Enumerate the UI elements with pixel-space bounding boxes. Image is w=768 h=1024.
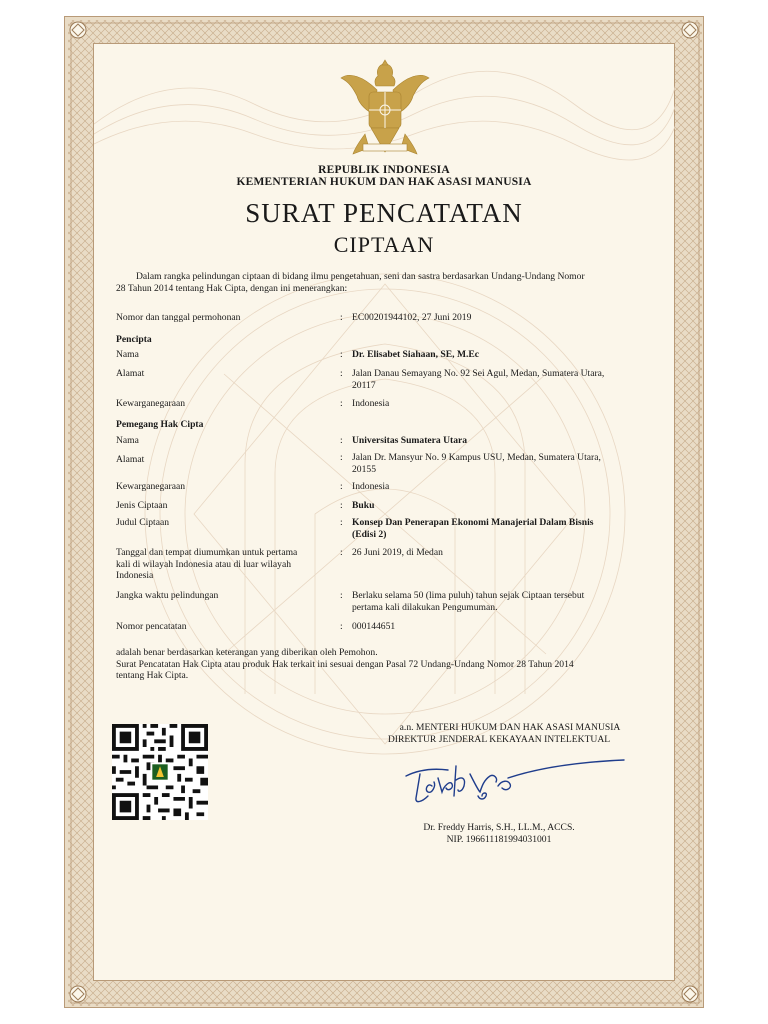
colon: : <box>340 435 343 446</box>
colon: : <box>340 517 343 528</box>
colon: : <box>340 500 343 511</box>
qr-code[interactable] <box>112 724 208 820</box>
garuda-emblem-icon <box>339 56 431 158</box>
tanggal-label-line-1: Tanggal dan tempat diumumkan untuk pertama <box>116 547 298 558</box>
colon: : <box>340 547 343 558</box>
colon: : <box>340 398 343 409</box>
pencipta-alamat-label: Alamat <box>116 368 145 379</box>
colon: : <box>340 590 343 601</box>
intro-line-1: Dalam rangka pelindungan ciptaan di bidang ilmu pengetahuan, seni dan sastra berdasarkan Undang-Undang Nomor <box>136 271 585 282</box>
handwritten-signature <box>398 752 628 816</box>
jenis-ciptaan-value: Buku <box>352 500 375 511</box>
colon: : <box>340 368 343 379</box>
nomor-pencatatan-label: Nomor pencatatan <box>116 621 187 632</box>
country-heading: REPUBLIK INDONESIA <box>318 164 450 176</box>
application-label: Nomor dan tanggal permohonan <box>116 312 241 323</box>
signature-director: DIREKTUR JENDERAL KEKAYAAN INTELEKTUAL <box>387 734 611 745</box>
pencipta-heading: Pencipta <box>116 334 152 345</box>
pemegang-alamat-line-1: Jalan Dr. Mansyur No. 9 Kampus USU, Medan, Sumatera Utara, <box>352 452 601 463</box>
colon: : <box>340 481 343 492</box>
pemegang-kewarganegaraan-label: Kewarganegaraan <box>116 481 186 492</box>
pencipta-alamat-line-1: Jalan Danau Semayang No. 92 Sei Agul, Medan, Sumatera Utara, <box>352 368 605 379</box>
signatory-nip: NIP. 196611181994031001 <box>446 834 552 845</box>
pemegang-kewarganegaraan-value: Indonesia <box>352 481 390 492</box>
corner-ornament-icon <box>67 19 89 41</box>
nomor-pencatatan-value: 000144651 <box>352 621 396 632</box>
pencipta-kewarganegaraan-label: Kewarganegaraan <box>116 398 186 409</box>
corner-ornament-icon <box>679 19 701 41</box>
tanggal-label-line-3: Indonesia <box>116 570 154 581</box>
certificate-border <box>64 16 704 1008</box>
intro-line-2: 28 Tahun 2014 tentang Hak Cipta, dengan ini menerangkan: <box>116 283 348 294</box>
pencipta-nama-label: Nama <box>116 349 139 360</box>
jangka-line-1: Berlaku selama 50 (lima puluh) tahun sejak Ciptaan tersebut <box>352 590 585 601</box>
pemegang-nama-label: Nama <box>116 435 139 446</box>
colon: : <box>340 452 343 463</box>
footer-line-3: tentang Hak Cipta. <box>116 670 189 681</box>
document-title: SURAT PENCATATAN <box>245 198 523 228</box>
pemegang-heading: Pemegang Hak Cipta <box>116 419 204 430</box>
footer-statement <box>116 647 664 682</box>
application-value: EC00201944102, 27 Juni 2019 <box>352 312 472 323</box>
ministry-heading: KEMENTERIAN HUKUM DAN HAK ASASI MANUSIA <box>236 176 532 188</box>
pencipta-alamat-value <box>352 368 660 391</box>
footer-line-2: Surat Pencatatan Hak Cipta atau produk Hak terkait ini sesuai dengan Pasal 72 Undang-Undang Nomor 28 Tahun 2014 <box>116 658 574 670</box>
judul-ciptaan-label: Judul Ciptaan <box>116 517 170 528</box>
colon: : <box>340 349 343 360</box>
pemegang-nama-value: Universitas Sumatera Utara <box>352 435 468 446</box>
signatory-name: Dr. Freddy Harris, S.H., LL.M., ACCS. <box>423 822 575 833</box>
document-subtitle: CIPTAAN <box>333 232 435 257</box>
colon: : <box>340 312 343 323</box>
pencipta-nama-value: Dr. Elisabet Siahaan, SE, M.Ec <box>352 349 480 360</box>
jangka-line-2: pertama kali dilakukan Pengumuman. <box>352 601 498 613</box>
footer-line-1: adalah benar berdasarkan keterangan yang diberikan oleh Pemohon. <box>116 647 378 658</box>
tanggal-diumumkan-label <box>116 547 331 582</box>
judul-ciptaan-line-2: (Edisi 2) <box>352 528 387 540</box>
colon: : <box>340 621 343 632</box>
signature-authority-line: a.n. MENTERI HUKUM DAN HAK ASASI MANUSIA <box>399 722 621 733</box>
jangka-waktu-label: Jangka waktu pelindungan <box>116 590 219 601</box>
pemegang-alamat-label: Alamat <box>116 454 145 465</box>
judul-ciptaan-line-1: Konsep Dan Penerapan Ekonomi Manajerial Dalam Bisnis <box>352 517 594 528</box>
pemegang-alamat-value <box>352 452 660 475</box>
corner-ornament-icon <box>67 983 89 1005</box>
pencipta-alamat-line-2: 20117 <box>352 379 376 391</box>
tanggal-label-line-2: kali di wilayah Indonesia atau di luar wilayah <box>116 558 292 570</box>
tanggal-diumumkan-value: 26 Juni 2019, di Medan <box>352 547 443 558</box>
jangka-waktu-value <box>352 590 660 613</box>
corner-ornament-icon <box>679 983 701 1005</box>
pencipta-kewarganegaraan-value: Indonesia <box>352 398 390 409</box>
pemegang-alamat-line-2: 20155 <box>352 463 376 475</box>
jenis-ciptaan-label: Jenis Ciptaan <box>116 500 168 511</box>
judul-ciptaan-value <box>352 517 660 540</box>
